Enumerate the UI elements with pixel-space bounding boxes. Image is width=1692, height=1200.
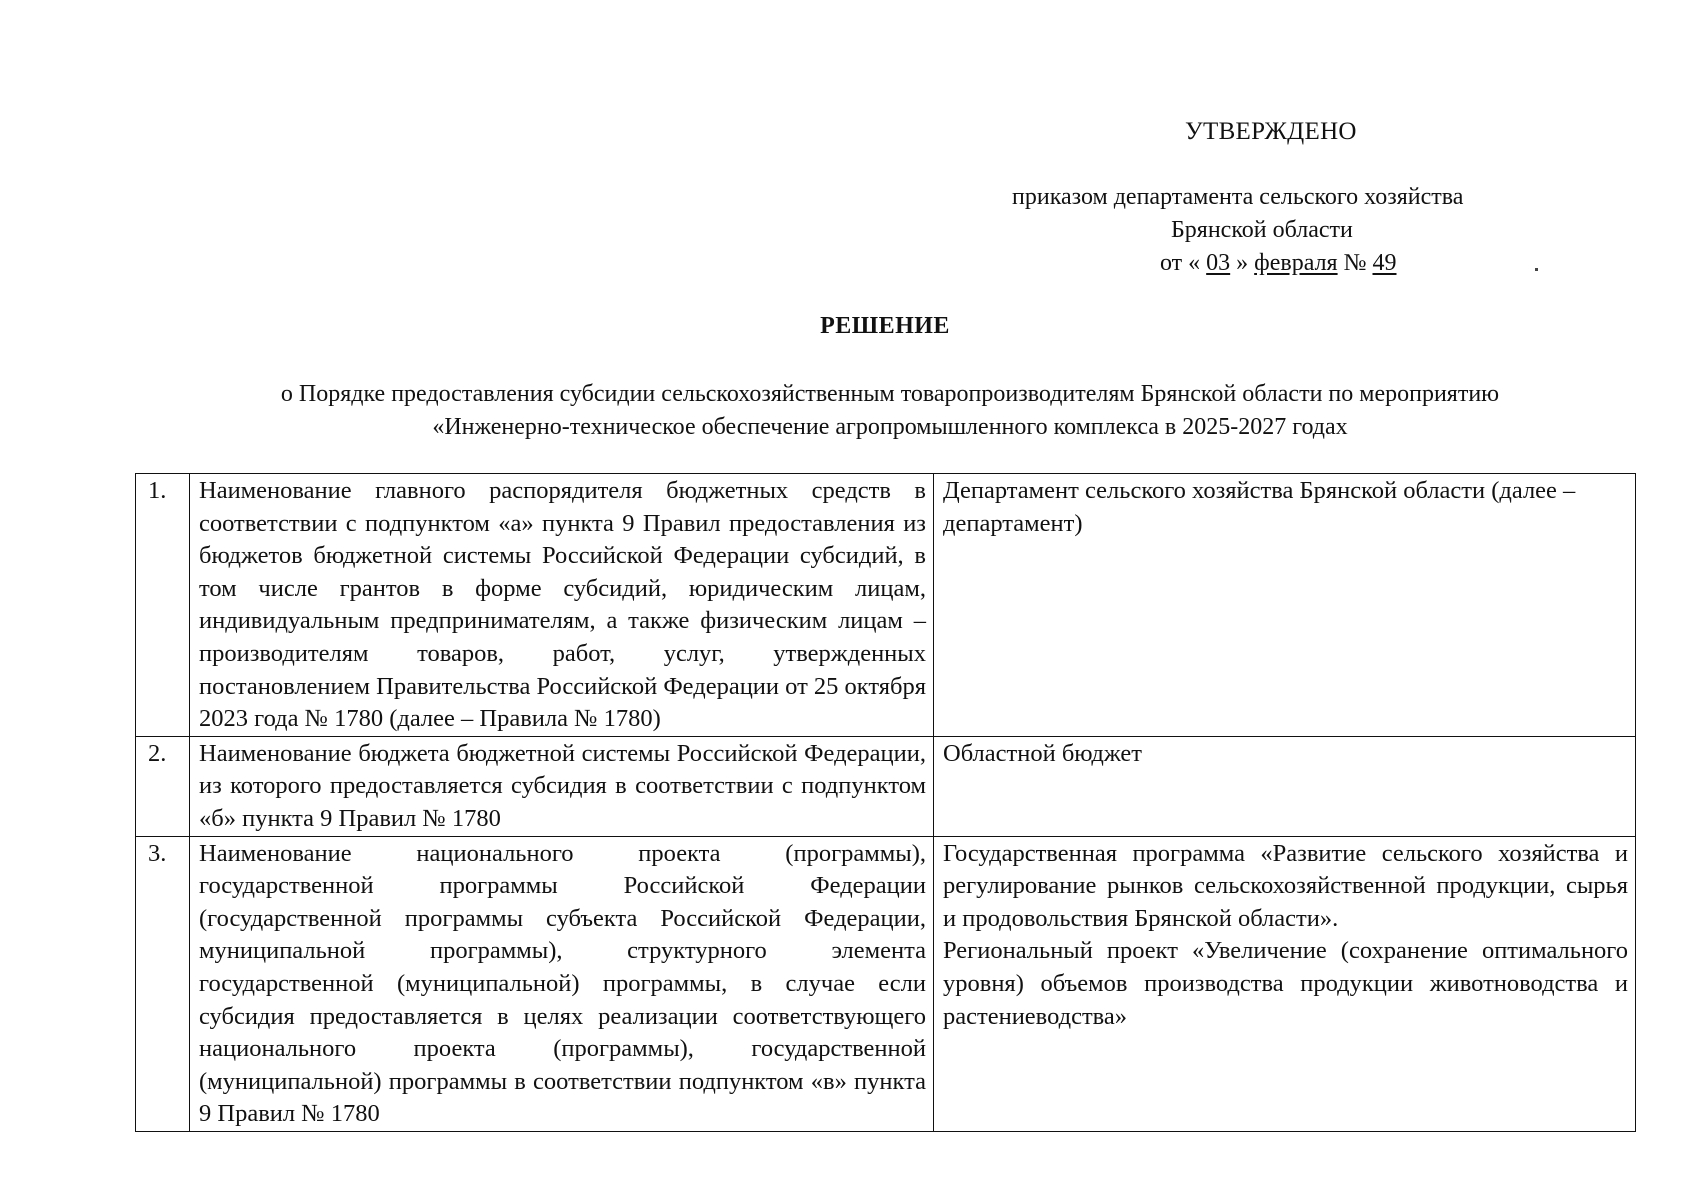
document-subtitle — [160, 378, 1620, 444]
subtitle-line-2: «Инженерно-техническое обеспечение агропромышленного комплекса в 2025-2027 годах — [432, 414, 1348, 440]
row-value-text: Областной бюджет — [943, 739, 1143, 767]
date-mid: » — [1236, 250, 1249, 276]
table-row — [136, 474, 1636, 737]
decision-table — [135, 473, 1636, 1132]
date-number: 49 — [1372, 250, 1397, 276]
row-number: 2. — [136, 736, 190, 836]
row-value-paragraph-2: Региональный проект «Увеличение (сохранение оптимального уровня) объемов производства продукции животноводства и растениеводства» — [943, 937, 1628, 1030]
date-prefix: от « — [1160, 250, 1201, 276]
order-line-2: Брянской области — [1171, 217, 1353, 243]
date-number-sign: № — [1343, 250, 1367, 276]
table-row — [136, 736, 1636, 836]
order-date-line — [1160, 250, 1397, 277]
row-parameter: Наименование главного распорядителя бюджетных средств в соответствии с подпунктом «а» пункта 9 Правил предоставления из бюджетов бюджетной системы Российской Федерации субсидий, в том числе грантов в форме субсидий, юридическим лицам, индивидуальным предпринимателям, а также физическим лицам – производителям товаров, работ, услуг, утвержденных постановлением Правительства Российской Федерации от 25 октября 2023 года № 1780 (далее – Правила № 1780) — [190, 474, 934, 737]
row-value — [934, 836, 1636, 1131]
row-number: 3. — [136, 836, 190, 1131]
row-value-paragraph-1: Государственная программа «Развитие сельского хозяйства и регулирование рынков сельскохозяйственной продукции, сырья и продовольствия Брянской области». — [943, 839, 1628, 932]
row-value-text: Департамент сельского хозяйства Брянской области (далее – департамент) — [943, 477, 1576, 537]
document-title: РЕШЕНИЕ — [820, 313, 950, 339]
date-month: февраля — [1254, 250, 1338, 276]
row-value — [934, 474, 1636, 737]
order-line-1: приказом департамента сельского хозяйства — [1012, 184, 1464, 210]
approved-stamp: УТВЕРЖДЕНО — [1185, 118, 1357, 145]
row-parameter: Наименование бюджета бюджетной системы Российской Федерации, из которого предоставляется субсидия в соответствии с подпунктом «б» пункта 9 Правил № 1780 — [190, 736, 934, 836]
row-value — [934, 736, 1636, 836]
row-parameter: Наименование национального проекта (программы), государственной программы Российской Федерации (государственной программы субъекта Российской Федерации, муниципальной программы), структурного элемента государственной (муниципальной) программы, в случае если субсидия предоставляется в целях реализации соответствующего национального проекта (программы), государственной (муниципальной) программы в соответствии подпунктом «в» пункта 9 Правил № 1780 — [190, 836, 934, 1131]
row-number: 1. — [136, 474, 190, 737]
date-day: 03 — [1206, 250, 1231, 276]
stray-mark — [1535, 268, 1538, 271]
table-row — [136, 836, 1636, 1131]
subtitle-line-1: о Порядке предоставления субсидии сельскохозяйственным товаропроизводителям Брянской области по мероприятию — [280, 381, 1500, 407]
